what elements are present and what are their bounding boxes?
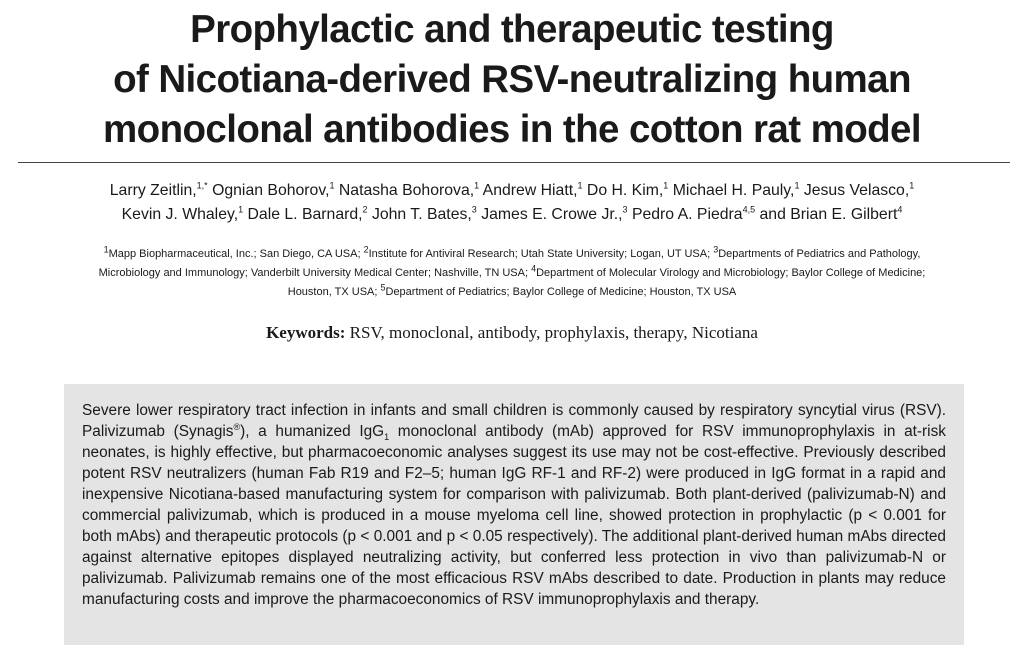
- affiliations: [14, 245, 1010, 302]
- author: Larry Zeitlin,$^{1,*}$: [109, 180, 208, 199]
- author: Do H. Kim,$^1$: [586, 180, 669, 199]
- author: John T. Bates,$^3$: [371, 204, 477, 223]
- affiliation-line-1: $^1$Mapp Biopharmaceutical, Inc.; San Diego, CA USA; $^2$Institute for Antiviral Research; Utah State University; Logan, UT USA; $^3$Departments of Pediatrics and Pathology,: [103, 244, 921, 260]
- article-title: [14, 5, 1010, 155]
- keywords-label: Keywords:: [266, 323, 346, 342]
- affiliation-line-3: Houston, TX USA; $^5$Department of Pediatrics; Baylor College of Medicine; Houston, TX USA: [287, 282, 737, 298]
- keywords-text: RSV, monoclonal, antibody, prophylaxis, therapy, Nicotiana: [349, 323, 758, 342]
- abstract-box: [64, 384, 964, 645]
- author: Natasha Bohorova,$^1$: [338, 180, 480, 199]
- title-line: of Nicotiana-derived RSV-neutralizing human: [113, 58, 911, 101]
- author: Dale L. Barnard,$^2$: [247, 204, 368, 223]
- abstract-text: Severe lower respiratory tract infection in infants and small children is commonly caused by respiratory syncytial virus (RSV). Palivizumab (Synagis®), a humanized IgG$_1$ monoclonal antibody (mAb) approved for RSV immunoprophylaxis in at-risk neonates, is highly effective, but pharmacoeconomic analyses suggest its use may not be cost-effective. Previously described potent RSV neutralizers (human Fab R19 and F2–5; human IgG RF-1 and RF-2) were produced in IgG format in a rapid and inexpensive Nicotiana-based manufacturing system for comparison with palivizumab. Both plant-derived (palivizumab-N) and commercial palivizumab, which is produced in a mouse myeloma cell line, showed protection in prophylactic (p < 0.001 for both mAbs) and therapeutic protocols (p < 0.001 and p < 0.05 respectively). The additional plant-derived human mAbs directed against alternative epitopes displayed neutralizing activity, but conferred less protection in vivo than palivizumab-N or palivizumab. Palivizumab remains one of the most efficacious RSV mAbs described to date. Production in plants may reduce manufacturing costs and improve the pharmacoeconomics of RSV immunoprophylaxis and therapy.: [82, 402, 946, 608]
- affiliation-line-2: Microbiology and Immunology; Vanderbilt University Medical Center; Nashville, TN USA; $^4$Department of Molecular Virology and Microbiology; Baylor College of Medicine;: [98, 263, 926, 279]
- author: Ognian Bohorov,$^1$: [212, 180, 335, 199]
- author: Kevin J. Whaley,$^1$: [121, 204, 244, 223]
- author-line-1: [14, 179, 1010, 203]
- author-line-2: [14, 203, 1010, 227]
- author: Pedro A. Piedra$^{4,5}$: [631, 204, 756, 223]
- author: Michael H. Pauly,$^1$: [672, 180, 800, 199]
- author-list: [14, 179, 1010, 227]
- author: and Brian E. Gilbert$^4$: [759, 204, 903, 223]
- author: Andrew Hiatt,$^1$: [482, 180, 583, 199]
- author: Jesus Velasco,$^1$: [803, 180, 915, 199]
- keywords: [14, 321, 1010, 345]
- title-line: monoclonal antibodies in the cotton rat model: [103, 108, 921, 151]
- author: James E. Crowe Jr.,$^3$: [481, 204, 628, 223]
- title-line: Prophylactic and therapeutic testing: [190, 8, 834, 51]
- title-divider: [18, 162, 1010, 163]
